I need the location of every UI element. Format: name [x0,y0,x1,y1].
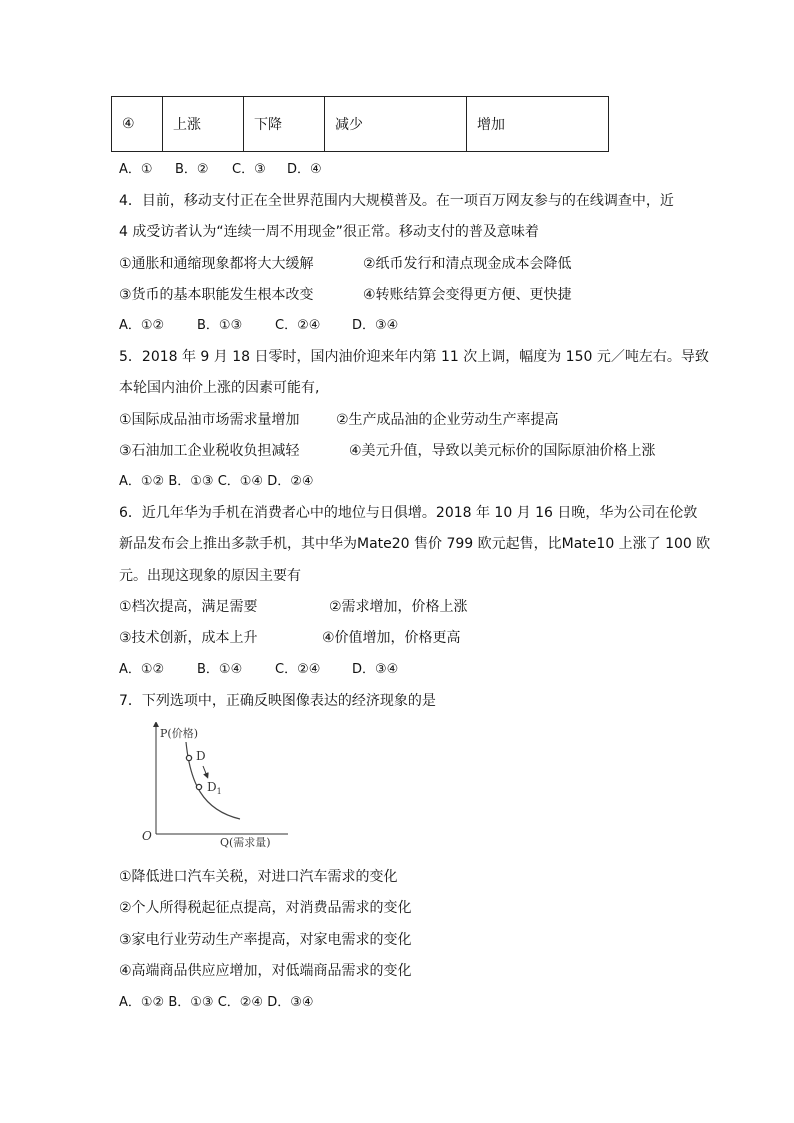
shift-arrow [203,766,207,776]
point-d1-label: $D_1$ [207,780,222,796]
q4-item-1: ①通胀和通缩现象都将大大缓解 [119,256,314,272]
q4-item-4: ④转账结算会变得更方便、更快捷 [363,287,572,303]
answer-table [111,96,609,152]
q4-stem-line2: 4 成受访者认为“连续一周不用现金”很正常。移动支付的普及意味着 [119,224,539,240]
q7-options: A．①② B．①③ C．②④ D．③④ [119,995,314,1010]
q4-option-d: D．③④ [352,318,399,333]
point-d-label: D [196,749,206,763]
q7-item-3: ③家电行业劳动生产率提高，对家电需求的变化 [119,932,412,948]
q4-option-a: A．①② [119,318,165,333]
q4-item-3: ③货币的基本职能发生根本改变 [119,287,314,303]
q4-option-b: B．①③ [197,318,243,333]
y-axis-label: P(价格) [160,727,198,740]
q6-option-c: C．②④ [275,662,321,677]
table-cell: ④ [112,97,163,152]
q3-option-c: C．③ [232,162,266,177]
q5-stem-line1: 5．2018 年 9 月 18 日零时，国内油价迎来年内第 11 次上调，幅度为 150 元／吨左右。导致 [119,349,709,365]
point-d [186,755,191,760]
q6-option-d: D．③④ [352,662,399,677]
q5-item-4: ④美元升值，导致以美元标价的国际原油价格上涨 [349,443,656,459]
q5-options: A．①② B．①③ C．①④ D．②④ [119,474,314,489]
q3-option-b: B．② [175,162,209,177]
q5-item-1: ①国际成品油市场需求量增加 [119,412,300,428]
q6-option-b: B．①④ [197,662,243,677]
q7-item-4: ④高端商品供应应增加，对低端商品需求的变化 [119,963,412,979]
x-axis-label: Q(需求量) [220,836,271,848]
table-cell: 下降 [244,97,325,152]
q6-stem-line3: 元。出现这现象的原因主要有 [119,568,301,584]
q6-option-a: A．①② [119,662,165,677]
q4-item-2: ②纸币发行和清点现金成本会降低 [363,256,572,272]
q7-item-1: ①降低进口汽车关税，对进口汽车需求的变化 [119,869,398,885]
demand-curve-graph [140,722,290,848]
q6-item-3: ③技术创新，成本上升 [119,630,258,646]
q5-item-2: ②生产成品油的企业劳动生产率提高 [336,412,559,428]
table-cell: 减少 [325,97,467,152]
q4-option-c: C．②④ [275,318,321,333]
q6-item-1: ①档次提高，满足需要 [119,599,258,615]
q6-stem-line1: 6．近几年华为手机在消费者心中的地位与日俱增。2018 年 10 月 16 日晚，华为公司在伦敦 [119,505,698,521]
q6-item-4: ④价值增加，价格更高 [322,630,461,646]
q5-item-3: ③石油加工企业税收负担减轻 [119,443,300,459]
table-row [112,97,609,152]
q7-item-2: ②个人所得税起征点提高，对消费品需求的变化 [119,900,412,916]
q6-stem-line2: 新品发布会上推出多款手机，其中华为Mate20 售价 799 欧元起售，比Mate10 上涨了 100 欧 [119,536,711,552]
point-d1 [196,784,201,789]
table-cell: 增加 [467,97,609,152]
table-cell: 上涨 [163,97,244,152]
q5-stem-line2: 本轮国内油价上涨的因素可能有, [119,380,320,396]
q3-option-d: D．④ [287,162,322,177]
origin-label: O [142,829,152,843]
q3-option-a: A．① [119,162,153,177]
q4-stem-line1: 4．目前，移动支付正在全世界范围内大规模普及。在一项百万网友参与的在线调查中，近 [119,193,674,209]
q7-stem: 7．下列选项中，正确反映图像表达的经济现象的是 [119,693,436,709]
q6-item-2: ②需求增加，价格上涨 [329,599,468,615]
